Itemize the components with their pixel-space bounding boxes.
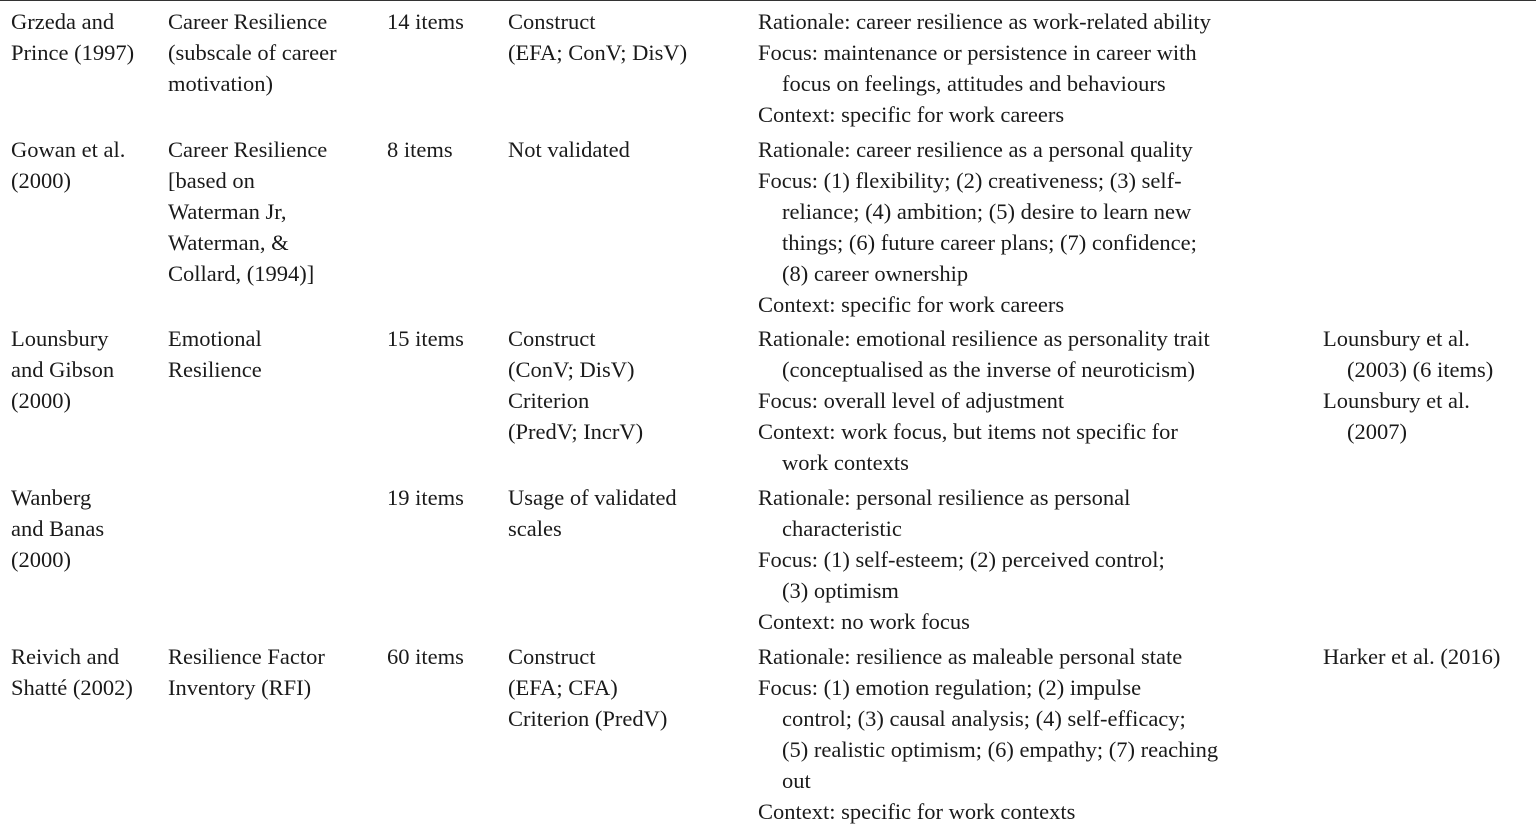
scale-name-line: Inventory (RFI) — [168, 675, 312, 700]
description-line: Focus: overall level of adjustment — [758, 388, 1065, 413]
reference-line: Lounsbury et al. — [1323, 388, 1470, 413]
description-cell — [758, 482, 1318, 637]
description-line: Context: no work focus — [758, 609, 970, 634]
validation-cell — [508, 6, 748, 68]
items-count-cell — [387, 6, 499, 37]
scale-name-line: Waterman Jr, — [168, 199, 287, 224]
description-line: focus on feelings, attitudes and behaviours — [782, 71, 1166, 96]
description-line: Focus: (1) self-esteem; (2) perceived control; — [758, 547, 1165, 572]
items-count: 15 items — [387, 326, 464, 351]
description-line: Rationale: emotional resilience as personality trait — [758, 326, 1210, 351]
scale-name-line: Emotional — [168, 326, 262, 351]
validation-cell — [508, 134, 748, 165]
author-cell — [11, 134, 161, 196]
description-line: (5) realistic optimism; (6) empathy; (7) reaching — [782, 737, 1219, 762]
items-count: 8 items — [387, 137, 453, 162]
scale-name-line: Collard, (1994)] — [168, 261, 315, 286]
author-cell — [11, 482, 161, 575]
items-count-cell — [387, 641, 499, 672]
items-count-cell — [387, 482, 499, 513]
description-line: Rationale: personal resilience as personal — [758, 485, 1131, 510]
author-cell — [11, 6, 161, 68]
reference-line: Harker et al. (2016) — [1323, 644, 1501, 669]
items-count: 14 items — [387, 9, 464, 34]
reference-line: (2007) — [1347, 419, 1407, 444]
description-line: characteristic — [782, 516, 902, 541]
description-line: Context: specific for work careers — [758, 102, 1065, 127]
validation-line: (ConV; DisV) — [508, 357, 635, 382]
author-line: (2000) — [11, 388, 71, 413]
reference-line: Lounsbury et al. — [1323, 326, 1470, 351]
validation-line: (EFA; ConV; DisV) — [508, 40, 688, 65]
scale-name-cell — [168, 6, 380, 99]
validation-line: scales — [508, 516, 562, 541]
author-line: Lounsbury — [11, 326, 109, 351]
validation-line: Construct — [508, 644, 596, 669]
author-line: and Gibson — [11, 357, 115, 382]
scale-name-line: (subscale of career — [168, 40, 337, 65]
reference-cell — [1323, 323, 1536, 447]
author-line: and Banas — [11, 516, 105, 541]
author-line: Shatté (2002) — [11, 675, 133, 700]
description-line: Context: specific for work careers — [758, 292, 1065, 317]
validation-cell — [508, 323, 748, 447]
scale-name-line: [based on — [168, 168, 255, 193]
description-line: (3) optimism — [782, 578, 899, 603]
reference-cell — [1323, 641, 1536, 672]
author-line: Grzeda and — [11, 9, 115, 34]
scale-name-cell — [168, 134, 380, 289]
description-cell — [758, 641, 1318, 827]
validation-line: Construct — [508, 326, 596, 351]
author-line: Wanberg — [11, 485, 92, 510]
scale-name-cell — [168, 323, 380, 385]
validation-line: Usage of validated — [508, 485, 677, 510]
description-line: Focus: maintenance or persistence in career with — [758, 40, 1197, 65]
validation-line: Criterion (PredV) — [508, 706, 668, 731]
description-line: things; (6) future career plans; (7) confidence; — [782, 230, 1197, 255]
description-cell — [758, 134, 1318, 320]
validation-line: (PredV; IncrV) — [508, 419, 644, 444]
description-line: Context: specific for work contexts — [758, 799, 1076, 824]
author-line: Prince (1997) — [11, 40, 135, 65]
description-line: work contexts — [782, 450, 909, 475]
description-line: Focus: (1) flexibility; (2) creativeness; (3) self- — [758, 168, 1182, 193]
validation-cell — [508, 482, 748, 544]
items-count: 19 items — [387, 485, 464, 510]
description-cell — [758, 6, 1318, 130]
description-line: reliance; (4) ambition; (5) desire to learn new — [782, 199, 1192, 224]
items-count: 60 items — [387, 644, 464, 669]
author-line: Reivich and — [11, 644, 120, 669]
scale-name-line: Resilience — [168, 357, 262, 382]
description-line: Rationale: career resilience as work-related ability — [758, 9, 1211, 34]
scale-name-line: Career Resilience — [168, 9, 328, 34]
validation-line: Not validated — [508, 137, 630, 162]
items-count-cell — [387, 134, 499, 165]
scale-name-line: Resilience Factor — [168, 644, 325, 669]
author-cell — [11, 323, 161, 416]
author-line: (2000) — [11, 547, 71, 572]
description-line: Context: work focus, but items not specific for — [758, 419, 1178, 444]
description-line: Rationale: resilience as maleable personal state — [758, 644, 1183, 669]
scale-name-line: Waterman, & — [168, 230, 289, 255]
description-line: out — [782, 768, 811, 793]
reference-line: (2003) (6 items) — [1347, 357, 1494, 382]
validation-line: (EFA; CFA) — [508, 675, 618, 700]
author-line: (2000) — [11, 168, 71, 193]
validation-line: Criterion — [508, 388, 590, 413]
scale-name-cell — [168, 641, 380, 703]
description-line: control; (3) causal analysis; (4) self-efficacy; — [782, 706, 1186, 731]
description-cell — [758, 323, 1318, 478]
items-count-cell — [387, 323, 499, 354]
scale-name-line: motivation) — [168, 71, 273, 96]
author-cell — [11, 641, 161, 703]
description-line: (8) career ownership — [782, 261, 969, 286]
description-line: Rationale: career resilience as a personal quality — [758, 137, 1193, 162]
scale-name-line: Career Resilience — [168, 137, 328, 162]
validation-line: Construct — [508, 9, 596, 34]
author-line: Gowan et al. — [11, 137, 126, 162]
validation-cell — [508, 641, 748, 734]
table-top-rule — [0, 0, 1536, 1]
description-line: Focus: (1) emotion regulation; (2) impulse — [758, 675, 1142, 700]
description-line: (conceptualised as the inverse of neuroticism) — [782, 357, 1195, 382]
